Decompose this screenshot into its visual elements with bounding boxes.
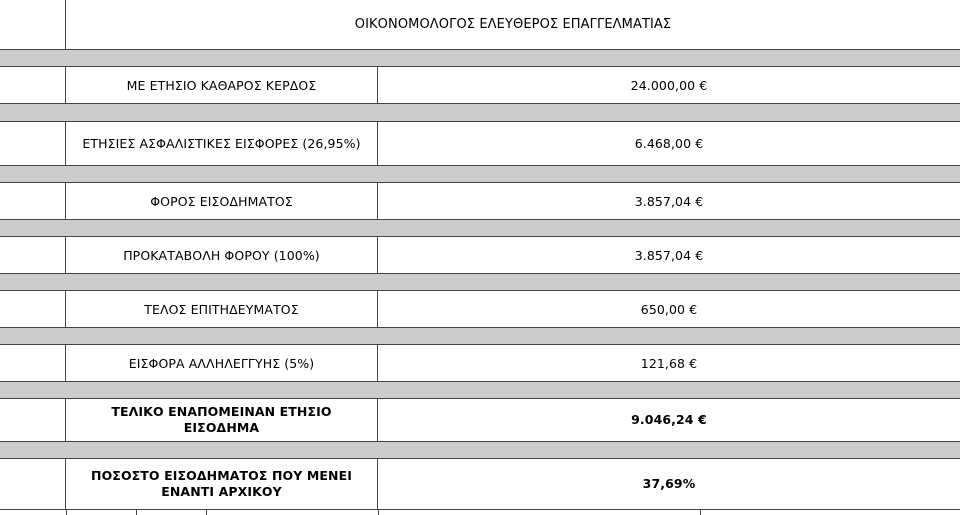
table-row [0, 183, 960, 219]
row-value: 650,00 € [640, 301, 698, 317]
blank-cell [0, 0, 66, 49]
separator-row [0, 381, 960, 399]
blank-cell [0, 237, 66, 273]
blank-cell [0, 122, 66, 165]
blank-cell [0, 67, 66, 103]
row-label: ΕΤΗΣΙΕΣ ΑΣΦΑΛΙΣΤΙΚΕΣ ΕΙΣΦΟΡΕΣ (26,95%) [66, 122, 378, 165]
blank-cell [0, 183, 66, 219]
table-row [0, 237, 960, 273]
blank-cell [0, 399, 66, 441]
separator-row [0, 103, 960, 122]
table-row [0, 291, 960, 327]
row-label: ΠΟΣΟΣΤΟ ΕΙΣΟΔΗΜΑΤΟΣ ΠΟΥ ΜΕΝΕΙ ΕΝΑΝΤΙ ΑΡΧΙΚΟΥ [66, 459, 378, 509]
column-divider [206, 510, 207, 515]
next-row-borders [0, 509, 960, 515]
table-title-row [0, 0, 960, 49]
separator-row [0, 219, 960, 237]
blank-cell [0, 291, 66, 327]
row-label: ΕΙΣΦΟΡΑ ΑΛΛΗΛΕΓΓΥΗΣ (5%) [66, 345, 378, 381]
table-row [0, 67, 960, 103]
row-value: 6.468,00 € [634, 136, 704, 151]
table-row-total [0, 399, 960, 441]
row-value: 3.857,04 € [634, 193, 704, 209]
table-row [0, 122, 960, 165]
row-label: ΦΟΡΟΣ ΕΙΣΟΔΗΜΑΤΟΣ [66, 183, 378, 219]
row-label: ΤΕΛΙΚΟ ΕΝΑΠΟΜΕΙΝΑΝ ΕΤΗΣΙΟ ΕΙΣΟΔΗΜΑ [66, 399, 378, 441]
column-divider [136, 510, 137, 515]
table-row [0, 345, 960, 381]
row-label: ΤΕΛΟΣ ΕΠΙΤΗΔΕΥΜΑΤΟΣ [66, 291, 378, 327]
table-title: ΟΙΚΟΝΟΜΟΛΟΓΟΣ ΕΛΕΥΘΕΡΟΣ ΕΠΑΓΓΕΛΜΑΤΙΑΣ [354, 17, 672, 32]
blank-cell [0, 459, 66, 509]
separator-row [0, 327, 960, 345]
row-value: 121,68 € [640, 355, 698, 371]
row-label: ΜΕ ΕΤΗΣΙΟ ΚΑΘΑΡΟΣ ΚΕΡΔΟΣ [66, 67, 378, 103]
separator-row [0, 441, 960, 459]
separator-row [0, 165, 960, 183]
column-divider [700, 510, 701, 515]
row-value: 3.857,04 € [634, 247, 704, 263]
blank-cell [0, 345, 66, 381]
column-divider [66, 510, 67, 515]
row-value: 9.046,24 € [631, 412, 707, 427]
table-row-percentage [0, 459, 960, 509]
row-value: 24.000,00 € [630, 77, 708, 93]
column-divider [378, 510, 379, 515]
row-value: 37,69% [642, 476, 696, 491]
row-label: ΠΡΟΚΑΤΑΒΟΛΗ ΦΟΡΟΥ (100%) [66, 237, 378, 273]
separator-row [0, 49, 960, 67]
separator-row [0, 273, 960, 291]
